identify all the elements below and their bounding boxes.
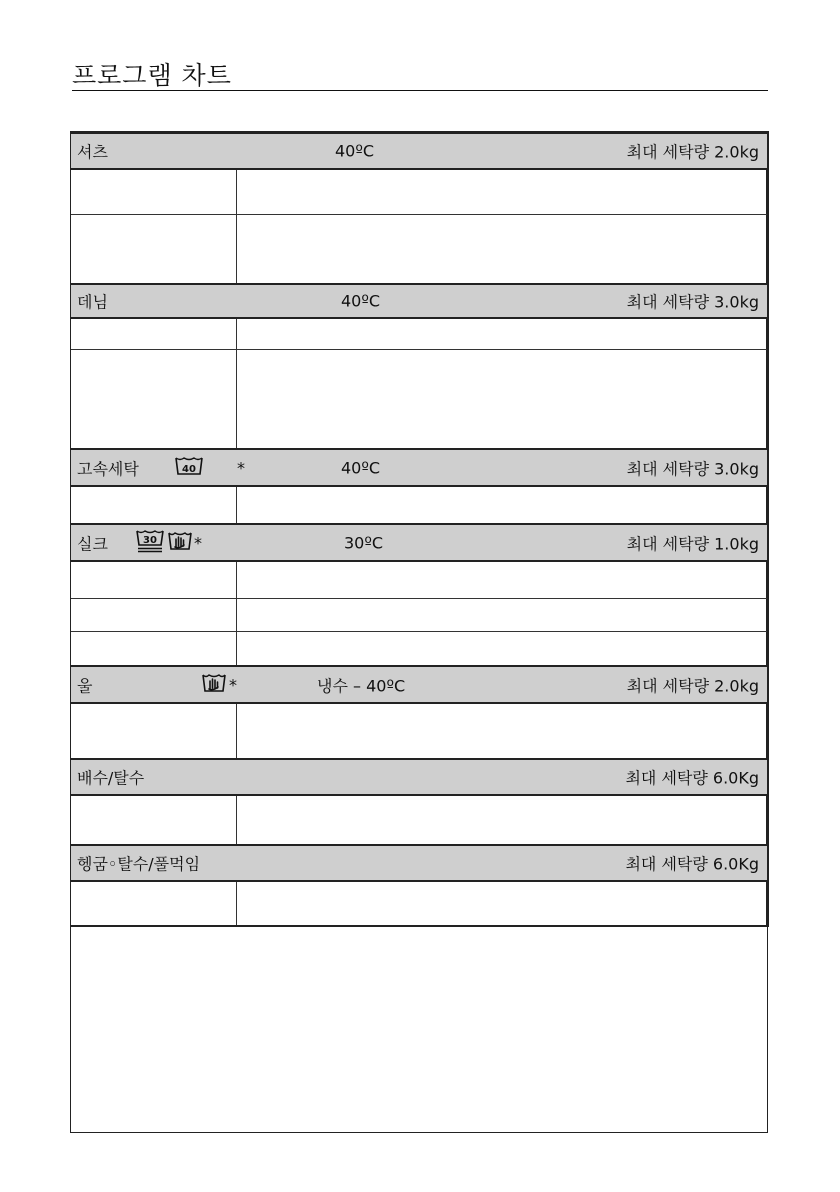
footnote-mark: *	[194, 533, 202, 552]
program-name: 실크	[77, 534, 108, 553]
table-row	[71, 487, 767, 523]
program-chart	[70, 131, 768, 1133]
program-header-silk	[71, 523, 767, 562]
program-temperature: 30ºC	[344, 533, 384, 552]
program-header-shirts	[71, 132, 767, 170]
program-max-load: 최대 세탁량 3.0kg	[626, 459, 759, 478]
wash-temperature-label: 30	[143, 534, 157, 546]
program-name: 데님	[77, 292, 108, 312]
program-max-load: 최대 세탁량 1.0kg	[626, 534, 759, 553]
table-row	[71, 350, 767, 449]
program-header-quick-wash	[71, 448, 767, 487]
footnote-mark: *	[229, 675, 237, 694]
table-row	[71, 215, 767, 285]
footnote-mark: *	[237, 458, 245, 477]
notes-area	[71, 927, 767, 1132]
table-row	[71, 704, 767, 759]
table-row	[71, 882, 767, 927]
wash-temperature-label: 40	[182, 463, 196, 475]
program-temperature: 냉수 – 40ºC	[317, 676, 406, 695]
hand-wash-icon	[201, 672, 227, 698]
program-max-load: 최대 세탁량 6.0Kg	[625, 768, 759, 788]
program-name: 고속세탁	[77, 459, 139, 478]
program-name: 셔츠	[77, 142, 108, 162]
table-row	[71, 562, 767, 599]
program-max-load: 최대 세탁량 6.0Kg	[625, 854, 759, 874]
table-row	[71, 796, 767, 844]
program-header-drain-spin	[71, 758, 767, 796]
table-row	[71, 632, 767, 665]
table-row	[71, 319, 767, 350]
program-max-load: 최대 세탁량 2.0kg	[626, 676, 759, 695]
wash-30-gentle-icon	[135, 529, 165, 557]
program-header-rinse-spin-starch	[71, 844, 767, 882]
program-temperature: 40ºC	[335, 141, 375, 161]
hand-wash-icon	[167, 530, 193, 556]
program-max-load: 최대 세탁량 3.0kg	[626, 292, 759, 312]
program-name: 울	[77, 676, 93, 695]
program-header-wool	[71, 665, 767, 704]
program-temperature: 40ºC	[341, 458, 381, 477]
table-row	[71, 599, 767, 632]
program-header-denim	[71, 283, 767, 319]
program-name: 배수/탈수	[77, 768, 145, 788]
wash-40-icon	[174, 455, 204, 481]
program-name: 헹굼◦탈수/풀먹임	[77, 854, 201, 874]
page-title: 프로그램 차트	[72, 61, 232, 90]
program-temperature: 40ºC	[341, 291, 381, 311]
title-underline	[72, 90, 768, 91]
table-row	[71, 170, 767, 215]
program-max-load: 최대 세탁량 2.0kg	[626, 142, 759, 162]
